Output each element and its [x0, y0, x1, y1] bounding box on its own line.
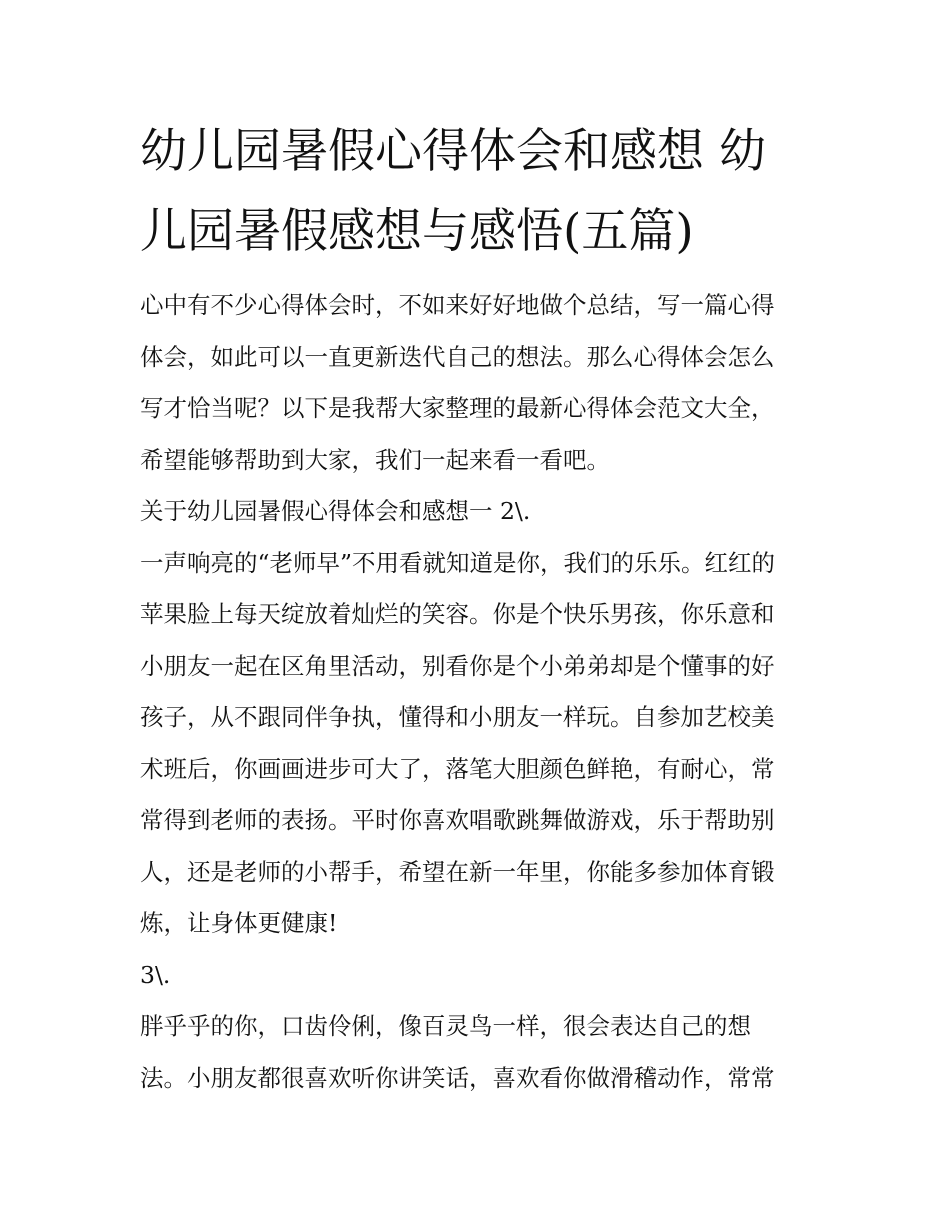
body-line: 小朋友一起在区角里活动，别看你是个小弟弟却是个懂事的好	[140, 651, 775, 680]
body-line: 苹果脸上每天绽放着灿烂的笑容。你是个快乐男孩，你乐意和	[140, 600, 775, 628]
body-line: 孩子，从不跟同伴争执，懂得和小朋友一样玩。自参加艺校美	[140, 703, 775, 731]
body-line: 体会，如此可以一直更新迭代自己的想法。那么心得体会怎么	[140, 342, 775, 371]
body-line: 法。小朋友都很喜欢听你讲笑话，喜欢看你做滑稽动作，常常	[140, 1063, 775, 1092]
body-line: 炼，让身体更健康!	[140, 909, 338, 937]
body-line: 一声响亮的“老师早”不用看就知道是你，我们的乐乐。红红的	[140, 548, 776, 577]
body-line: 希望能够帮助到大家，我们一起来看一看吧。	[140, 445, 610, 474]
title-line: 儿园暑假感想与感悟(五篇)	[140, 204, 694, 259]
body-line: 胖乎乎的你，口齿伶俐，像百灵鸟一样，很会表达自己的想	[140, 1012, 751, 1040]
body-line: 术班后，你画画进步可大了，落笔大胆颜色鲜艳，有耐心，常	[140, 754, 775, 783]
body-line: 写才恰当呢？以下是我帮大家整理的最新心得体会范文大全，	[140, 394, 775, 422]
section-heading: 关于幼儿园暑假心得体会和感想一 2\.	[140, 497, 531, 525]
body-line: 心中有不少心得体会时，不如来好好地做个总结，写一篇心得	[140, 291, 775, 319]
page-title	[140, 112, 820, 272]
body-line: 人，还是老师的小帮手，希望在新一年里，你能多参加体育锻	[140, 857, 775, 886]
title-line: 幼儿园暑假心得体会和感想 幼	[140, 124, 766, 179]
section-number: 3\.	[140, 960, 171, 989]
body-line: 常得到老师的表扬。平时你喜欢唱歌跳舞做游戏，乐于帮助别	[140, 806, 775, 834]
body-text	[140, 280, 820, 1104]
